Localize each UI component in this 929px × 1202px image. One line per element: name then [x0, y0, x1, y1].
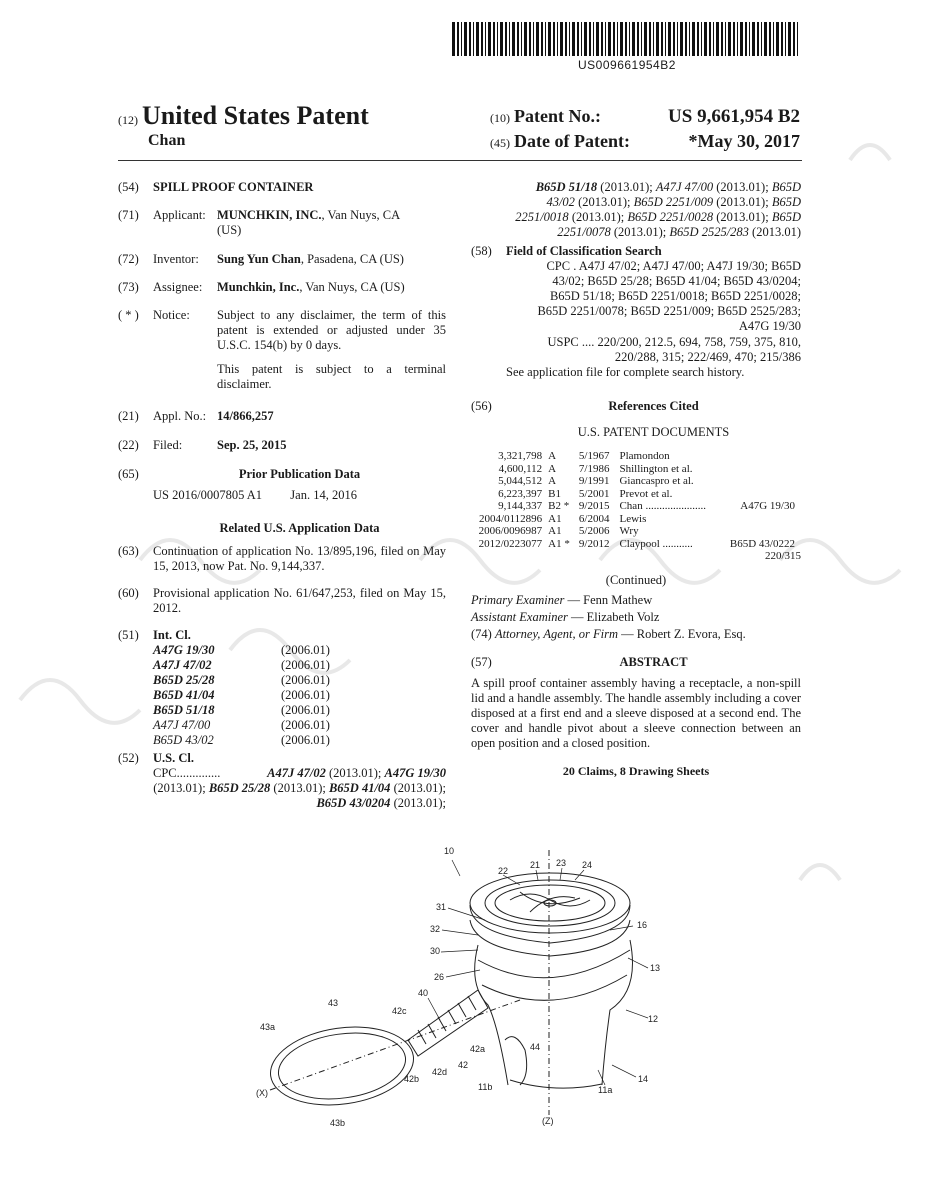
ref-name: Wry	[619, 525, 639, 537]
ref-kind: A	[548, 462, 557, 475]
ref-label: 42	[458, 1060, 469, 1070]
table-row	[471, 525, 801, 538]
barcode-bar	[704, 22, 707, 56]
us-cl-field: (52) U.S. Cl.	[118, 751, 194, 765]
abstract-heading: (57) ABSTRACT	[471, 654, 688, 669]
barcode-bar	[677, 22, 678, 56]
barcode-bar	[572, 22, 575, 56]
barcode-bar	[473, 22, 474, 56]
barcode-bar	[521, 22, 522, 56]
ref-class	[722, 475, 801, 488]
barcode-bar	[656, 22, 659, 56]
barcode-bar	[764, 22, 767, 56]
table-row: A47J 47/02 (2006.01)	[153, 658, 330, 672]
table-row: B65D 25/28 (2006.01)	[153, 673, 330, 687]
barcode-bar	[697, 22, 699, 56]
ref-name: Plamondon	[619, 450, 670, 462]
barcode-bar	[752, 22, 755, 56]
ref-label: 43b	[330, 1118, 346, 1128]
ref-class: 220/315	[764, 550, 801, 562]
abstract-text: A spill proof container assembly having a receptacle, a non-spill lid and a handle assembly. The handle assembly including a cover disposed at a first end and a sleeve disposed at a second end. The cover and handle pivot about a sleeve connection between an open position and a closed position.	[471, 675, 801, 750]
right-column	[471, 180, 801, 779]
ref-number: 6,223,397	[498, 487, 543, 500]
ref-number: 2006/0096987	[478, 525, 543, 537]
barcode-bar	[565, 22, 567, 56]
ref-label: 23	[556, 858, 567, 868]
ref-number: 2004/0112896	[479, 512, 543, 525]
ref-date: 9/2012	[578, 537, 610, 550]
cpc-continued: B65D 51/18 (2013.01); A47J 47/00 (2013.01); B65D 43/02 (2013.01); B65D 2251/009 (2013.01); B65D 2251/0018 (2013.01); B65D 2251/0028 (2013.01); B65D 2251/0078 (2013.01); B65D 2525/283 (2013.01)	[515, 180, 801, 239]
ref-class: B65D 43/0222	[729, 537, 795, 550]
barcode-bar	[536, 22, 539, 56]
barcode-bar	[605, 22, 606, 56]
patent-date-label: Date of Patent:	[514, 131, 630, 151]
table-row	[471, 463, 801, 476]
ref-kind: A	[548, 475, 557, 487]
ref-date: 9/1991	[578, 475, 610, 487]
barcode-bar	[716, 22, 719, 56]
ref-date: 7/1986	[578, 462, 610, 475]
table-row	[471, 513, 801, 526]
barcode-bar	[632, 22, 635, 56]
barcode-bar	[793, 22, 795, 56]
table-row	[471, 550, 801, 563]
references-table	[471, 450, 801, 563]
barcode-bar	[476, 22, 479, 56]
table-row: B65D 41/04 (2006.01)	[153, 688, 330, 702]
ref-label: 22	[498, 866, 509, 876]
handle-ring-inner	[274, 1025, 410, 1106]
ref-label: 13	[650, 963, 661, 973]
claims-summary: 20 Claims, 8 Drawing Sheets	[562, 763, 710, 778]
ref-date: 5/2006	[578, 525, 610, 537]
ref-name: Claypool ...........	[619, 537, 693, 550]
barcode-bar	[725, 22, 726, 56]
table-row	[471, 488, 801, 501]
barcode-bar	[740, 22, 743, 56]
barcode-bar	[613, 22, 615, 56]
ref-label: 43	[328, 998, 339, 1008]
barcode-bar	[776, 22, 779, 56]
ref-kind: B2 *	[548, 500, 570, 512]
ref-name: Lewis	[619, 512, 647, 525]
ref-name: Giancaspro et al.	[619, 475, 694, 487]
barcode-bar	[553, 22, 555, 56]
ref-class	[722, 525, 801, 538]
barcode-bar	[601, 22, 603, 56]
ref-label: 31	[436, 902, 447, 912]
table-row	[471, 538, 801, 551]
inid-code: (45)	[490, 136, 510, 150]
ref-number: 4,600,112	[498, 462, 543, 475]
ref-label: 24	[582, 860, 593, 870]
patent-date-line	[490, 131, 800, 152]
barcode-bar	[629, 22, 630, 56]
table-row	[471, 475, 801, 488]
us-patent-documents-title: U.S. PATENT DOCUMENTS	[577, 425, 730, 439]
ref-date: 6/2004	[578, 512, 610, 525]
barcode-bar	[625, 22, 627, 56]
ref-label: 43a	[260, 1022, 276, 1032]
patent-number: US 9,661,954 B2	[668, 106, 800, 127]
ref-label: 42a	[470, 1044, 486, 1054]
patent-number-label: Patent No.:	[514, 106, 601, 126]
barcode-bar	[749, 22, 750, 56]
invention-title: SPILL PROOF CONTAINER	[153, 180, 314, 194]
continuation-field: (63) Continuation of application No. 13/895,196, filed on May 15, 2013, now Pat. No. 9,144,337.	[118, 544, 446, 573]
ref-label: 10	[444, 846, 455, 856]
barcode-bar	[781, 22, 783, 56]
ref-label: 16	[637, 920, 648, 930]
barcode-bar	[661, 22, 663, 56]
barcode-bar	[653, 22, 654, 56]
barcode-bar	[464, 22, 467, 56]
int-cl-field: (51) Int. Cl. A47G 19/30 (2006.01) A47J 47/02 (2006.01) B65D 25/28 (2006.01) B65D 41/04 (2006.01) B65D 51/18 (2006.01) A47J 47/00 (2006.01) B65D 43/02 (2006.01)	[118, 628, 330, 747]
cup-cutout	[505, 1037, 527, 1085]
patent-heading	[118, 101, 369, 131]
provisional-field: (60) Provisional application No. 61/647,253, filed on May 15, 2012.	[118, 586, 446, 615]
barcode-bar	[701, 22, 702, 56]
patent-date: *May 30, 2017	[688, 131, 800, 151]
barcode-bar	[488, 22, 491, 56]
inid-code: (10)	[490, 111, 510, 125]
barcode-bar	[485, 22, 486, 56]
barcode-bar	[584, 22, 587, 56]
attorney: (74) Attorney, Agent, or Firm — Robert Z. Evora, Esq.	[471, 626, 746, 641]
ref-number: 9,144,337	[498, 500, 543, 512]
lid-band	[470, 920, 630, 956]
ref-kind: A1 *	[548, 537, 570, 550]
barcode-bar	[620, 22, 623, 56]
prior-publication-row: US 2016/0007805 A1 Jan. 14, 2016	[153, 488, 357, 502]
title-field: (54) SPILL PROOF CONTAINER	[118, 180, 446, 195]
ref-label: 40	[418, 988, 429, 998]
barcode-bar	[761, 22, 762, 56]
barcode-bar	[581, 22, 582, 56]
header-divider	[118, 160, 802, 161]
ref-label: 32	[430, 924, 441, 934]
table-row	[471, 450, 801, 463]
barcode-bar	[757, 22, 759, 56]
ref-label: 12	[648, 1014, 659, 1024]
barcode-bar	[692, 22, 695, 56]
cup-base	[510, 1080, 602, 1088]
barcode-bar	[665, 22, 666, 56]
barcode-bar	[589, 22, 591, 56]
ref-date: 5/1967	[578, 450, 610, 462]
related-data-title: Related U.S. Application Data	[219, 521, 380, 535]
assignee-name: Munchkin, Inc.	[217, 280, 300, 294]
barcode-bar	[745, 22, 747, 56]
barcode-bar	[533, 22, 534, 56]
ref-name: Prevot et al.	[619, 487, 673, 500]
barcode-bar	[680, 22, 683, 56]
ref-name: Chan ......................	[619, 500, 706, 512]
barcode-bar	[673, 22, 675, 56]
ref-label: 42b	[404, 1074, 420, 1084]
ref-label: (Z)	[542, 1116, 554, 1126]
ref-label: 26	[434, 972, 445, 982]
inid-code: (12)	[118, 113, 138, 127]
ref-number: 3,321,798	[498, 450, 543, 462]
country-title: United States Patent	[142, 101, 369, 130]
ref-label: 21	[530, 860, 541, 870]
ref-label: 44	[530, 1042, 541, 1052]
barcode-bar	[641, 22, 642, 56]
table-row: B65D 51/18 (2006.01)	[153, 703, 330, 717]
ref-class	[722, 450, 801, 463]
filed-field: (22) Filed: Sep. 25, 2015	[118, 438, 287, 452]
barcode-bar	[548, 22, 551, 56]
barcode-bar	[512, 22, 515, 56]
table-row: A47J 47/00 (2006.01)	[153, 718, 330, 732]
ref-number: 2012/0223077	[478, 537, 543, 550]
barcode-bar	[500, 22, 503, 56]
table-row: B65D 43/02 (2006.01)	[153, 733, 330, 747]
publication-number: US009661954B2	[578, 58, 676, 72]
barcode-bar	[709, 22, 711, 56]
assistant-examiner: Assistant Examiner — Elizabeth Volz	[471, 609, 660, 624]
references-cited: (56) References Cited	[471, 399, 699, 413]
lid-valve	[495, 885, 605, 921]
notice-field: ( * ) Notice: Subject to any disclaimer, the term of this patent is extended or adjusted under 35 U.S.C. 154(b) by 0 days. This patent is subject to a terminal disclaimer.	[118, 308, 446, 391]
barcode-bar	[637, 22, 639, 56]
continued-note: (Continued)	[605, 572, 667, 587]
inventor-short-name: Chan	[148, 132, 186, 149]
ref-label: 42d	[432, 1067, 448, 1077]
barcode-bar	[689, 22, 690, 56]
ref-name: Shillington et al.	[619, 462, 693, 475]
lid-outer	[470, 873, 630, 933]
barcode-bar	[593, 22, 594, 56]
barcode-bar	[721, 22, 723, 56]
ref-label: 11a	[598, 1085, 613, 1095]
applicant-name: MUNCHKIN, INC.	[217, 208, 322, 222]
patent-drawing	[250, 840, 690, 1130]
ref-kind: A1	[548, 512, 562, 525]
barcode-bar	[457, 22, 459, 56]
barcode-bar	[481, 22, 483, 56]
ref-label: 14	[638, 1074, 649, 1084]
barcode-bar	[685, 22, 687, 56]
ref-kind: A1	[548, 525, 562, 537]
cup-ring	[478, 950, 630, 1000]
barcode-bar	[557, 22, 558, 56]
barcode-bar	[469, 22, 471, 56]
us-cl-cpc: CPC .............. A47J 47/02 (2013.01); A47G 19/30 (2013.01); B65D 25/28 (2013.01); B65D 41/04 (2013.01); B65D 43/0204 (2013.01);	[153, 766, 446, 810]
left-column	[118, 180, 446, 811]
ref-label: 11b	[478, 1082, 493, 1092]
prior-publication-field: (65) Prior Publication Data	[118, 467, 361, 481]
ref-class	[722, 513, 801, 526]
barcode-bar	[517, 22, 519, 56]
assignee-field: (73) Assignee: Munchkin, Inc., Van Nuys, CA (US)	[118, 280, 405, 294]
lid-spiral	[510, 892, 590, 912]
inventor-field: (72) Inventor: Sung Yun Chan, Pasadena, CA (US)	[118, 252, 404, 266]
barcode-bar	[769, 22, 771, 56]
barcode	[452, 22, 802, 56]
patent-number-line	[490, 106, 800, 128]
ref-label: (X)	[256, 1088, 268, 1098]
barcode-bar	[497, 22, 498, 56]
barcode-bar	[596, 22, 599, 56]
ref-class	[722, 463, 801, 476]
lid-inner	[485, 880, 615, 926]
barcode-bar	[461, 22, 462, 56]
int-cl-table	[153, 643, 330, 748]
handle-ring-outer	[265, 1018, 418, 1113]
barcode-bar	[728, 22, 731, 56]
barcode-bar	[509, 22, 510, 56]
barcode-bar	[569, 22, 570, 56]
ref-label: 30	[430, 946, 441, 956]
barcode-bar	[773, 22, 774, 56]
barcode-bar	[524, 22, 527, 56]
ref-label: 42c	[392, 1006, 407, 1016]
inventor-name: Sung Yun Chan	[217, 252, 301, 266]
barcode-bar	[713, 22, 714, 56]
handle-ridges	[418, 996, 476, 1044]
barcode-bar	[617, 22, 618, 56]
ref-class	[722, 488, 801, 501]
applicant-field: (71) Applicant: MUNCHKIN, INC., Van Nuys, CA (US)	[118, 208, 401, 237]
barcode-bar	[505, 22, 507, 56]
ref-class: A47G 19/30	[740, 500, 795, 512]
barcode-bar	[493, 22, 495, 56]
application-number-field: (21) Appl. No.: 14/866,257	[118, 409, 274, 423]
primary-examiner: Primary Examiner — Fenn Mathew	[471, 592, 653, 607]
barcode-bar	[788, 22, 791, 56]
table-row: A47G 19/30 (2006.01)	[153, 643, 330, 657]
barcode-bar	[785, 22, 786, 56]
barcode-bar	[529, 22, 531, 56]
ref-number: 5,044,512	[498, 475, 543, 487]
barcode-bar	[649, 22, 651, 56]
barcode-bar	[452, 22, 455, 56]
barcode-bar	[577, 22, 579, 56]
barcode-bar	[644, 22, 647, 56]
barcode-bar	[797, 22, 798, 56]
ref-kind: A	[548, 450, 557, 462]
barcode-bar	[560, 22, 563, 56]
barcode-bar	[733, 22, 735, 56]
barcode-bar	[545, 22, 546, 56]
ref-date: 9/2015	[578, 500, 610, 512]
field-of-search: (58) Field of Classification Search CPC . A47J 47/02; A47J 47/00; A47J 19/30; B65D 43/02; B65D 25/28; B65D 41/04; B65D 43/0204; B65D 51/18; B65D 2251/0018; B65D 2251/0028; B65D 2251/0078; B65D 2251/009; B65D 2525/283; A47G 19/30 USPC .... 220/200, 212.5, 694, 758, 759, 375, 810, 220/288, 315; 222/469, 470; 215/386 See application file for complete search history.	[471, 244, 801, 379]
barcode-bar	[737, 22, 738, 56]
ref-date: 5/2001	[578, 487, 610, 500]
ref-kind: B1	[548, 487, 562, 500]
table-row	[471, 500, 801, 513]
barcode-bar	[541, 22, 543, 56]
barcode-bar	[668, 22, 671, 56]
barcode-bar	[608, 22, 611, 56]
